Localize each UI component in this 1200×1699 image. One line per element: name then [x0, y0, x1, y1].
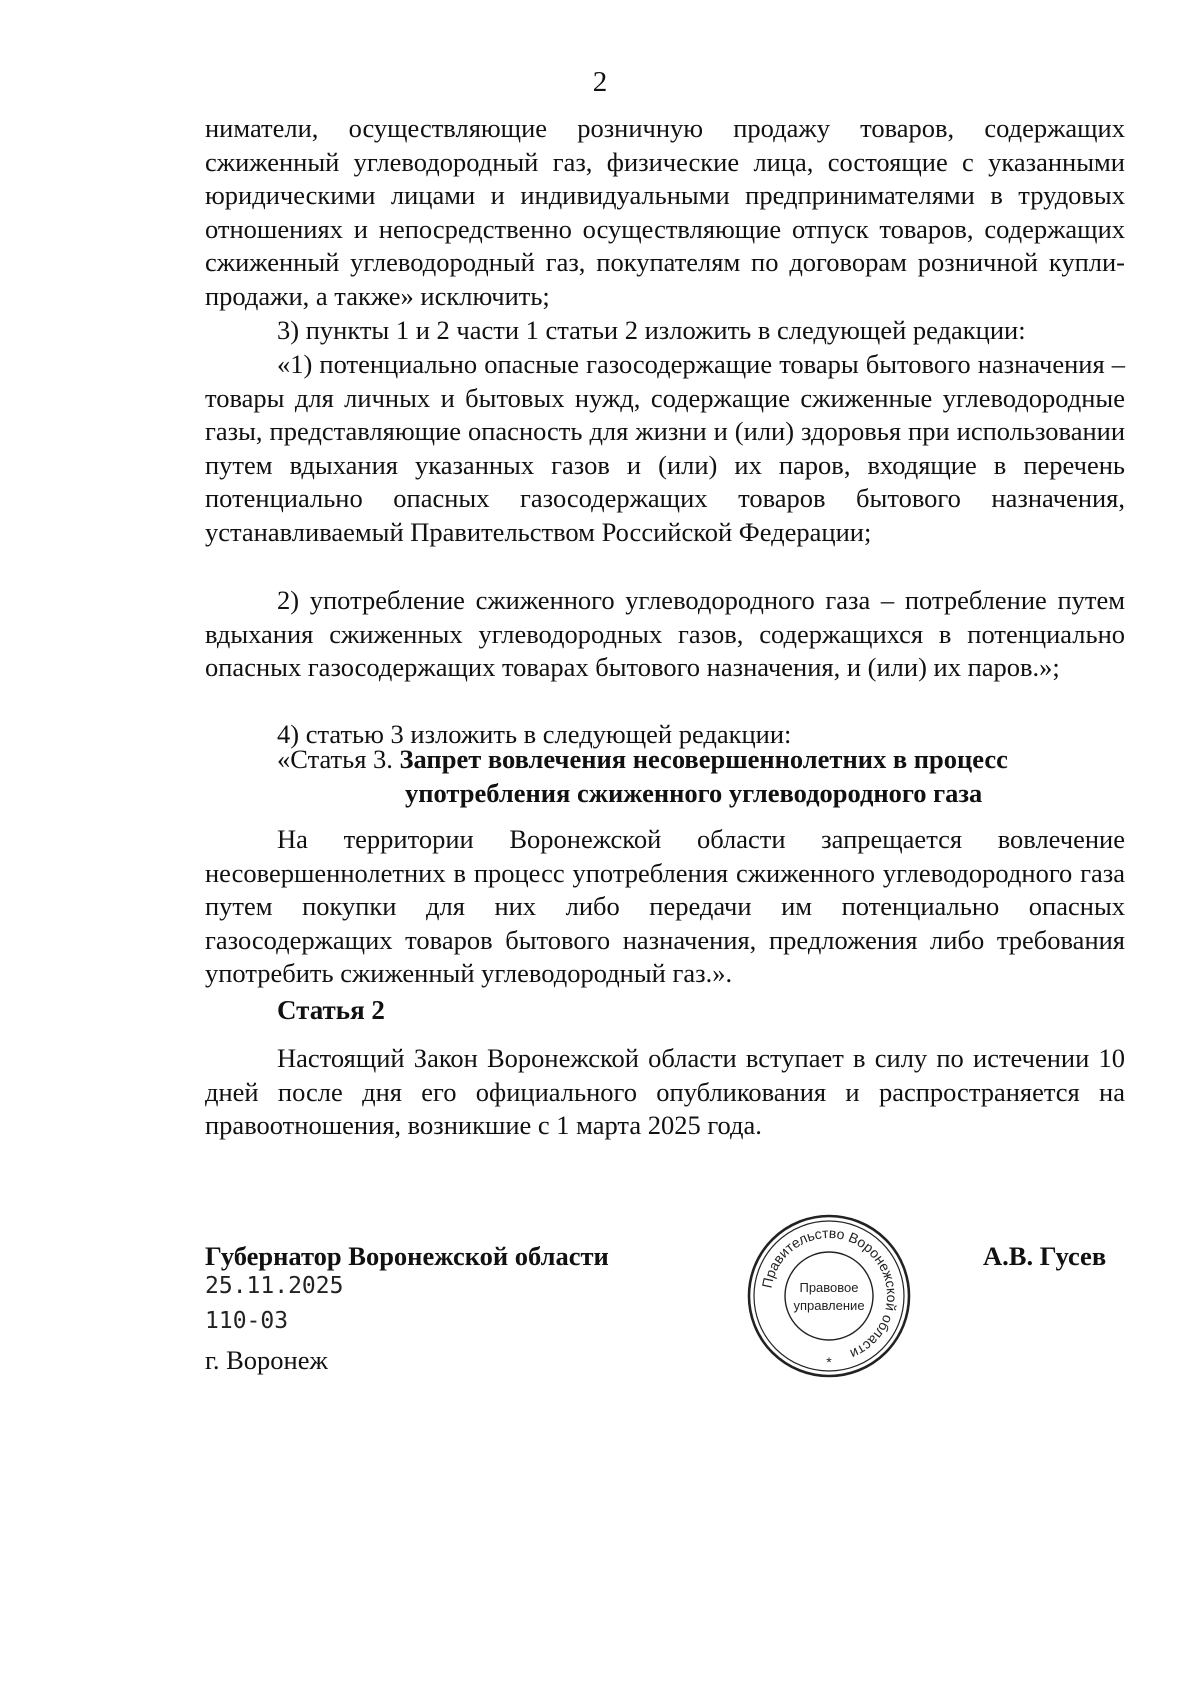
article-2-text: Настоящий Закон Воронежской области вступает в силу по истечении 10 дней после дня его официального опубликования и распространяется на правоотношения, возникшие с 1 марта 2025 года.	[205, 1043, 1125, 1141]
signatory-name: А.В. Гусев	[983, 1241, 1107, 1271]
paragraph-4: 2) употребление сжиженного углеводородного газа – потребление путем вдыхания сжиженных углеводородных газов, содержащихся в потенциально опасных газосодержащих товарах бытового назначения, и (или) их паров.»;	[205, 585, 1125, 683]
article-3-body	[205, 823, 1125, 991]
paragraph-2: 3) пункты 1 и 2 части 1 статьи 2 изложить в следующей редакции:	[277, 315, 1026, 345]
paragraph-continuation	[205, 112, 1125, 314]
paragraph-5: 4) статью 3 изложить в следующей редакции:	[277, 719, 792, 749]
paragraph-3: «1) потенциально опасные газосодержащие товары бытового назначения – товары для личных и бытовых нужд, содержащие сжиженные углеводородные газы, представляющие опасность для жизни и (или) здоровья при использовании путем вдыхания указанных газов и (или) их паров, входящие в перечень потенциально опасных газосодержащих товаров бытового назначения, устанавливаемый Правительством Российской Федерации;	[205, 349, 1125, 547]
article-3-title-line-1: Запрет вовлечения несовершеннолетних в процесс	[399, 744, 1008, 774]
article-2-body	[205, 1042, 1125, 1143]
legal-department-stamp	[745, 1212, 913, 1380]
stamp-center-line-2: управление	[793, 1298, 865, 1313]
paragraph-definition-2	[205, 584, 1125, 685]
stamp-center-line-1: Правовое	[799, 1280, 859, 1295]
signing-city: г. Воронеж	[205, 1345, 328, 1375]
paragraph-definition-1	[205, 348, 1125, 550]
stamp-ring-text: Правительство Воронежской области	[758, 1224, 901, 1363]
article-3-text: На территории Воронежской области запрещается вовлечение несовершеннолетних в процесс употребления сжиженного углеводородного газа путем покупки для них либо передачи им потенциально опасных газосодержащих товаров бытового назначения, предложения либо требования употребить сжиженный углеводородный газ.».	[205, 824, 1125, 989]
paragraph-item-3	[205, 314, 1125, 348]
article-3-heading-line-1	[277, 743, 1008, 777]
law-number: 110-03	[205, 1308, 289, 1334]
article-3-prefix: «Статья 3.	[277, 744, 393, 774]
stamp-middle-ring	[754, 1221, 904, 1371]
article-2-heading: Статья 2	[277, 995, 385, 1025]
stamp-inner-ring	[785, 1252, 873, 1340]
paragraph-1: ниматели, осуществляющие розничную продажу товаров, содержащих сжиженный углеводородный газ, физические лица, состоящие с указанными юридическими лицами и индивидуальными предпринимателями в трудовых отношениях и непосредственно осуществляющие отпуск товаров, содержащих сжиженный углеводородный газ, покупателям по договорам розничной купли-продажи, а также» исключить;	[205, 113, 1125, 311]
article-3-title-line-2: употребления сжиженного углеводородного газа	[405, 778, 983, 808]
stamp-star: *	[826, 1354, 832, 1370]
law-date: 25.11.2025	[205, 1273, 344, 1299]
page-number: 2	[592, 66, 608, 98]
signatory-position: Губернатор Воронежской области	[205, 1241, 609, 1271]
